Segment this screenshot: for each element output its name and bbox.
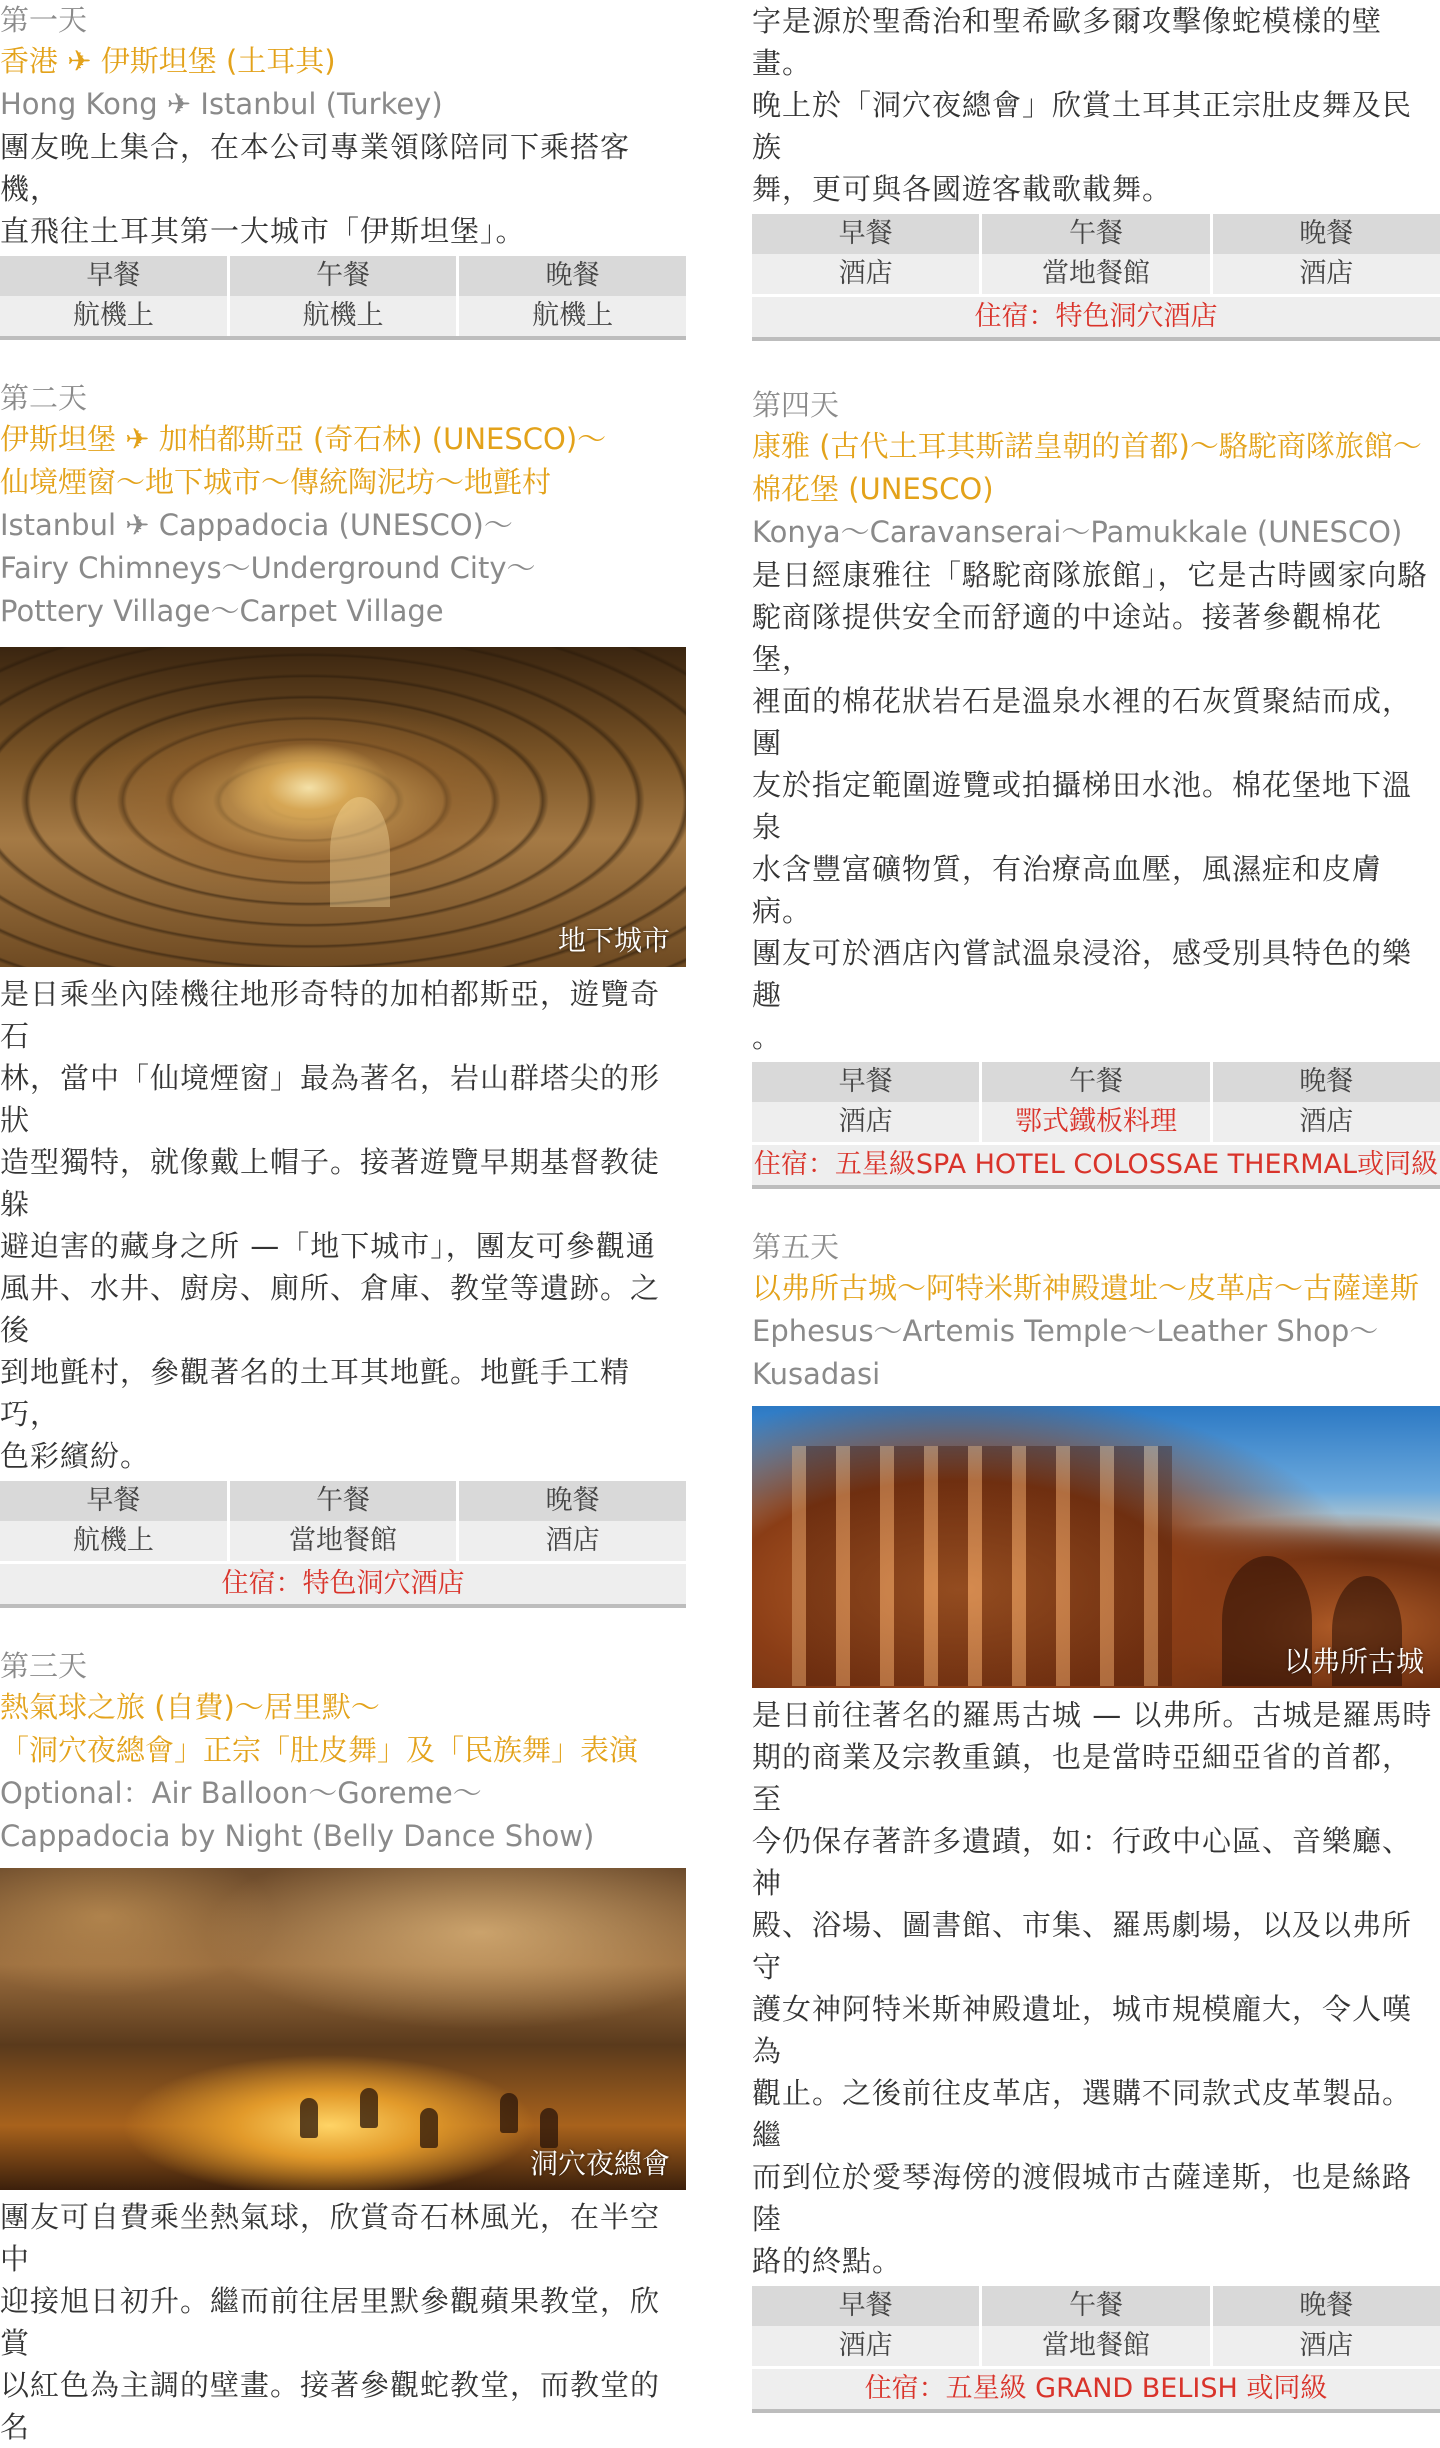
day4-body-line: 水含豐富礦物質，有治療高血壓，風濕症和皮膚病。	[752, 852, 1383, 928]
day3-dinner: 酒店	[1299, 258, 1354, 289]
day5-body-line: 是日前往著名的羅馬古城 — 以弗所。古城是羅馬時	[752, 1698, 1433, 1732]
ephesus-caption: 以弗所古城	[1283, 1645, 1424, 1678]
day3-title-zh: 熱氣球之旅 (自費)～居里默～	[0, 1690, 380, 1724]
day1-label: 第一天	[0, 3, 88, 37]
lunch-header: 午餐	[982, 1062, 1212, 1102]
day2-dinner: 酒店	[545, 1525, 600, 1556]
day2-title-en: Pottery Village～Carpet Village	[0, 594, 444, 628]
day2-title-zh: 仙境煙窗～地下城市～傳統陶泥坊～地氈村	[0, 465, 552, 499]
day5-body-line: 期的商業及宗教重鎮，也是當時亞細亞省的首都，至	[752, 1740, 1413, 1816]
day4-label: 第四天	[752, 388, 840, 422]
day3-accommodation: 住宿：特色洞穴酒店	[752, 294, 1440, 337]
breakfast-header: 早餐	[0, 256, 230, 296]
breakfast-header: 早餐	[0, 1481, 230, 1521]
day4-body-line: 團友可於酒店內嘗試溫泉浸浴，感受別具特色的樂趣	[752, 936, 1413, 1012]
day3-body-line: 團友可自費乘坐熱氣球，欣賞奇石林風光，在半空中	[0, 2200, 661, 2276]
day2-lunch: 當地餐館	[230, 1521, 460, 1561]
day3-label: 第三天	[0, 1649, 88, 1683]
day5-title-zh: 以弗所古城～阿特米斯神殿遺址～皮革店～古薩達斯	[752, 1271, 1420, 1305]
day5-body-line: 而到位於愛琴海傍的渡假城市古薩達斯，也是絲路陸	[752, 2160, 1413, 2236]
day2-body-line: 林，當中「仙境煙窗」最為著名，岩山群塔尖的形狀	[0, 1061, 661, 1137]
day2-accommodation: 住宿：特色洞穴酒店	[0, 1561, 686, 1604]
breakfast-header: 早餐	[752, 214, 982, 254]
day4-title-zh: 棉花堡 (UNESCO)	[752, 472, 994, 506]
day5-breakfast: 酒店	[752, 2326, 982, 2366]
day5-section	[752, 1227, 1440, 2413]
lunch-header: 午餐	[982, 214, 1212, 254]
cave-nightclub-photo	[0, 1868, 686, 2190]
day1-body-line: 團友晚上集合，在本公司專業領隊陪同下乘搭客機，	[0, 130, 631, 206]
day4-body-line: 裡面的棉花狀岩石是溫泉水裡的石灰質聚結而成，團	[752, 684, 1413, 760]
day4-lunch: 鄂式鐵板料理	[982, 1102, 1212, 1142]
cave-nightclub-caption: 洞穴夜總會	[529, 2147, 670, 2180]
day5-title-en: Ephesus～Artemis Temple～Leather Shop～	[752, 1314, 1379, 1348]
day3-body-line: 以紅色為主調的壁畫。接著參觀蛇教堂，而教堂的名	[0, 2368, 661, 2444]
day3-body-line: 迎接旭日初升。繼而前往居里默參觀蘋果教堂，欣賞	[0, 2284, 661, 2360]
dinner-header: 晚餐	[1299, 2290, 1354, 2321]
right-column	[752, 0, 1440, 2413]
day5-accommodation: 住宿：五星級 GRAND BELISH 或同級	[752, 2366, 1440, 2409]
day4-title-zh: 康雅 (古代土耳其斯諾皇朝的首都)～駱駝商隊旅館～	[752, 429, 1422, 463]
dinner-header: 晚餐	[1299, 1066, 1354, 1097]
day2-body-line: 色彩繽紛。	[0, 1439, 151, 1473]
day2-title-en: Istanbul ✈ Cappadocia (UNESCO)～	[0, 508, 513, 542]
day4-meal-table	[752, 1062, 1440, 1189]
day3-title-zh: 「洞穴夜總會」正宗「肚皮舞」及「民族舞」表演	[0, 1733, 639, 1767]
day1-section	[0, 0, 686, 340]
day5-lunch: 當地餐館	[982, 2326, 1212, 2366]
day1-title-zh: 香港 ✈ 伊斯坦堡 (土耳其)	[0, 44, 336, 78]
day3-breakfast: 酒店	[752, 254, 982, 294]
day5-label: 第五天	[752, 1230, 840, 1264]
ephesus-photo	[752, 1406, 1440, 1688]
dinner-header: 晚餐	[545, 260, 600, 291]
day2-body-line: 是日乘坐內陸機往地形奇特的加柏都斯亞，遊覽奇石	[0, 977, 661, 1053]
day2-body-line: 風井、水井、廚房、廁所、倉庫、教堂等遺跡。之後	[0, 1271, 661, 1347]
day3-section	[0, 1646, 686, 2448]
day1-dinner: 航機上	[532, 300, 614, 331]
day1-lunch: 航機上	[230, 296, 460, 336]
day3-body-line: 晚上於「洞穴夜總會」欣賞土耳其正宗肚皮舞及民族	[752, 88, 1413, 164]
day5-meal-table	[752, 2286, 1440, 2413]
day1-body-line: 直飛往土耳其第一大城市「伊斯坦堡」。	[0, 214, 526, 248]
day2-label: 第二天	[0, 381, 88, 415]
day2-section	[0, 378, 686, 1608]
day3-body-line: 字是源於聖喬治和聖希歐多爾攻擊像蛇模樣的壁畫。	[752, 4, 1383, 80]
day4-section	[752, 385, 1440, 1189]
day4-body-line: 。	[752, 1020, 783, 1054]
breakfast-header: 早餐	[752, 2286, 982, 2326]
day2-title-zh: 伊斯坦堡 ✈ 加柏都斯亞 (奇石林) (UNESCO)～	[0, 422, 607, 456]
day1-breakfast: 航機上	[0, 296, 230, 336]
day3-continued-section	[752, 0, 1440, 341]
day1-title-en: Hong Kong ✈ Istanbul (Turkey)	[0, 87, 443, 121]
breakfast-header: 早餐	[752, 1062, 982, 1102]
day5-body-line: 殿、浴場、圖書館、市集、羅馬劇場，以及以弗所守	[752, 1908, 1413, 1984]
day5-body-line: 護女神阿特米斯神殿遺址，城市規模龐大，令人嘆為	[752, 1992, 1413, 2068]
day5-body-line: 觀止。之後前往皮革店，選購不同款式皮革製品。繼	[752, 2076, 1413, 2152]
underground-city-photo	[0, 647, 686, 967]
day3-body-line: 舞，更可與各國遊客載歌載舞。	[752, 172, 1173, 206]
day4-title-en: Konya～Caravanserai～Pamukkale (UNESCO)	[752, 515, 1403, 549]
left-column	[0, 0, 686, 2448]
lunch-header: 午餐	[230, 256, 460, 296]
day4-breakfast: 酒店	[752, 1102, 982, 1142]
day5-title-en: Kusadasi	[752, 1357, 881, 1391]
day5-body-line: 今仍保存著許多遺蹟，如：行政中心區、音樂廳、神	[752, 1824, 1413, 1900]
day5-dinner: 酒店	[1299, 2330, 1354, 2361]
day3-meal-table	[752, 214, 1440, 341]
dinner-header: 晚餐	[1299, 218, 1354, 249]
day3-lunch: 當地餐館	[982, 254, 1212, 294]
day1-meal-table	[0, 256, 686, 340]
day4-body-line: 是日經康雅往「駱駝商隊旅館」，它是古時國家向駱	[752, 558, 1428, 592]
day2-breakfast: 航機上	[0, 1521, 230, 1561]
day2-title-en: Fairy Chimneys～Underground City～	[0, 551, 536, 585]
day2-meal-table	[0, 1481, 686, 1608]
lunch-header: 午餐	[230, 1481, 460, 1521]
day4-accommodation: 住宿：五星級SPA HOTEL COLOSSAE THERMAL或同級	[752, 1142, 1440, 1185]
day5-body-line: 路的終點。	[752, 2244, 903, 2278]
day2-body-line: 避迫害的藏身之所 —「地下城市」，團友可參觀通	[0, 1229, 656, 1263]
day4-dinner: 酒店	[1299, 1106, 1354, 1137]
day2-body-line: 到地氈村，參觀著名的土耳其地氈。地氈手工精巧，	[0, 1355, 631, 1431]
day3-title-en: Cappadocia by Night (Belly Dance Show)	[0, 1819, 595, 1853]
dinner-header: 晚餐	[545, 1485, 600, 1516]
day2-body-line: 造型獨特，就像戴上帽子。接著遊覽早期基督教徒躲	[0, 1145, 661, 1221]
lunch-header: 午餐	[982, 2286, 1212, 2326]
day4-body-line: 駝商隊提供安全而舒適的中途站。接著參觀棉花堡，	[752, 600, 1383, 676]
underground-city-caption: 地下城市	[557, 924, 670, 957]
day3-title-en: Optional：Air Balloon～Goreme～	[0, 1776, 482, 1810]
day4-body-line: 友於指定範圍遊覽或拍攝梯田水池。棉花堡地下溫泉	[752, 768, 1413, 844]
